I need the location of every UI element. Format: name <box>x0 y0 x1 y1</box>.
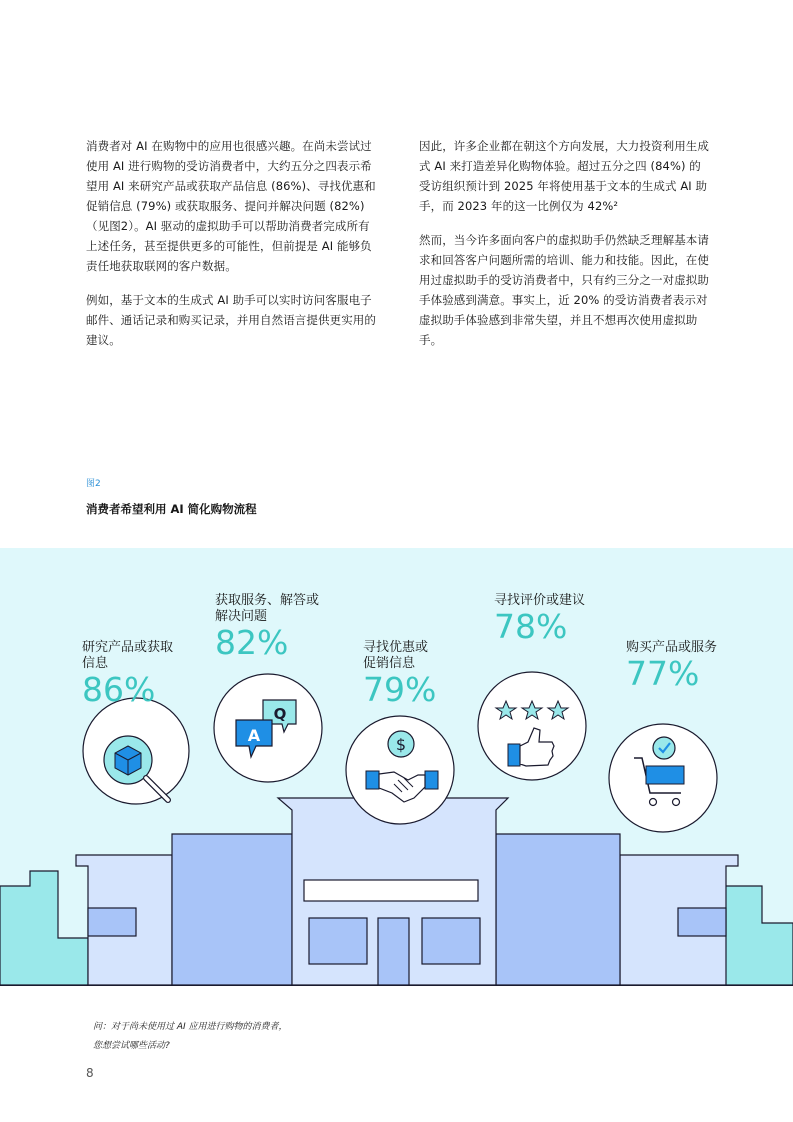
stat-research <box>82 640 173 708</box>
reviews-icon-circle <box>478 672 586 780</box>
stat-label: 寻找优惠或 <box>363 640 429 655</box>
stat-percent: 78% <box>494 607 568 646</box>
check-circle-icon <box>653 737 675 759</box>
store-sign <box>304 880 478 901</box>
paragraph: 然而，当今许多面向客户的虚拟助手仍然缺乏理解基本请求和回答客户问题所需的培训、能力和技能。因此，在使用过虚拟助手的受访消费者中，只有约三分之一对虚拟助手体验感到满意。事实上，近 20% 的受访消费者表示对虚拟助手体验感到非常失望，并且不想再次使用虚拟助手。 <box>419 233 709 347</box>
stat-label: 获取服务、解答或 <box>215 593 320 608</box>
right-wing-window <box>678 908 726 936</box>
stat-percent: 79% <box>363 670 437 709</box>
body-column-left <box>86 136 378 364</box>
stat-deals <box>363 640 436 708</box>
stat-reviews <box>494 593 585 645</box>
left-wing-window <box>88 908 136 936</box>
store-door <box>378 918 409 986</box>
service-icon-circle <box>214 674 322 782</box>
survey-question <box>93 1018 288 1056</box>
stat-label: 研究产品或获取 <box>82 640 174 655</box>
thumbs-up-cuff <box>508 744 520 766</box>
dollar-sign: $ <box>395 735 407 754</box>
storefront-illustration <box>0 548 793 986</box>
stat-percent: 86% <box>82 670 156 709</box>
purchase-icon-circle <box>609 724 717 832</box>
question-line: 问：对于尚未使用过 AI 应用进行购物的消费者， <box>93 1022 288 1032</box>
stat-label: 购买产品或服务 <box>626 640 718 655</box>
research-icon-circle <box>83 698 189 804</box>
left-tower <box>172 834 292 986</box>
question-line: 您想尝试哪些活动? <box>93 1041 170 1051</box>
cart-basket <box>646 766 684 784</box>
paragraph: 消费者对 AI 在购物中的应用也很感兴趣。在尚未尝试过使用 AI 进行购物的受访消费者中，大约五分之四表示希望用 AI 来研究产品或获取产品信息 (86%)、寻找优惠和促销信息 (79%) 或获取服务、提问并解决问题 (82%)（见图2）。AI 驱动的虚拟助手可以帮助消费者完成所有上述任务，甚至提供更多的可能性，但前提是 AI 能够负责任地获取联网的客户数据。 <box>86 139 376 273</box>
store-window-left <box>309 918 367 964</box>
handshake-right-cuff <box>425 771 438 789</box>
paragraph: 因此，许多企业都在朝这个方向发展，大力投资利用生成式 AI 来打造差异化购物体验。超过五分之四 (84%) 的受访组织预计到 2025 年将使用基于文本的生成式 AI 助手，而 2023 年的这一比例仅为 42%² <box>419 139 709 213</box>
stat-purchase <box>626 640 717 692</box>
cart-wheel <box>673 799 680 806</box>
q-letter: Q <box>273 705 287 723</box>
figure-title: 消费者希望利用 AI 简化购物流程 <box>86 502 257 516</box>
stat-service <box>215 593 319 661</box>
page-number: 8 <box>86 1066 94 1080</box>
right-teal-building <box>725 886 793 986</box>
body-column-right <box>419 136 711 364</box>
cart-wheel <box>650 799 657 806</box>
stat-label: 促销信息 <box>363 656 416 671</box>
a-letter: A <box>247 726 261 745</box>
stat-label: 寻找评价或建议 <box>494 593 586 608</box>
paragraph: 例如，基于文本的生成式 AI 助手可以实时访问客服电子邮件、通话记录和购买记录，并用自然语言提供更实用的建议。 <box>86 293 376 347</box>
left-teal-building <box>0 871 88 986</box>
handshake-left-cuff <box>366 771 379 789</box>
right-tower <box>496 834 620 986</box>
stat-percent: 82% <box>215 623 289 662</box>
stat-percent: 77% <box>626 654 700 693</box>
stat-label: 解决问题 <box>215 609 268 624</box>
stat-label: 信息 <box>82 656 109 671</box>
store-window-right <box>422 918 480 964</box>
deals-icon-circle <box>346 716 454 824</box>
figure-label: 图2 <box>86 479 101 489</box>
